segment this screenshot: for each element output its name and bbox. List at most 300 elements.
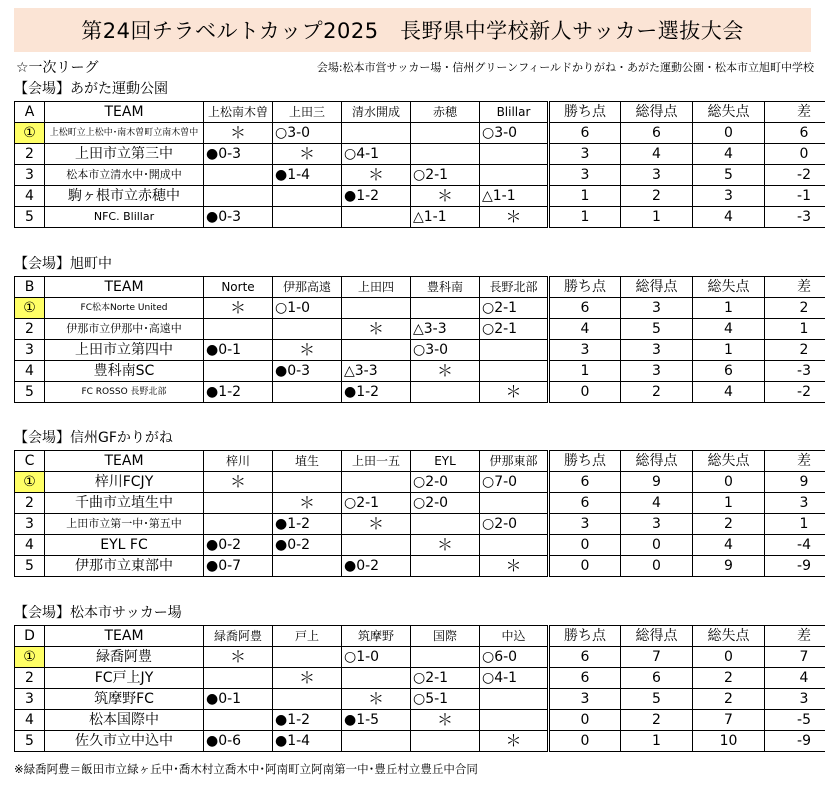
goal-difference-cell: -3 <box>765 207 825 228</box>
rank-cell: 4 <box>15 361 45 382</box>
stat-column-header: 差 <box>765 451 825 472</box>
team-row <box>15 165 825 186</box>
tournament-title-banner <box>14 8 811 52</box>
points-cell: 3 <box>549 689 621 710</box>
team-row <box>15 731 825 752</box>
subheader <box>14 57 814 75</box>
match-result-cell: ●1-2 <box>204 382 273 403</box>
group-letter-header: C <box>15 451 45 472</box>
goal-difference-cell: 7 <box>765 647 825 668</box>
stat-column-header: 総失点 <box>693 102 765 123</box>
goals-against-cell: 10 <box>693 731 765 752</box>
team-name-cell: FC ROSSO 長野北部 <box>45 382 204 403</box>
opponent-column-header: Blillar <box>480 102 549 123</box>
goals-against-cell: 1 <box>693 493 765 514</box>
team-row <box>15 689 825 710</box>
goals-for-cell: 1 <box>621 731 693 752</box>
team-row <box>15 207 825 228</box>
match-result-cell: ●0-1 <box>204 689 273 710</box>
opponent-column-header: 長野北部 <box>480 277 549 298</box>
goal-difference-cell: -2 <box>765 382 825 403</box>
match-result-cell: △1-1 <box>480 186 549 207</box>
match-result-cell <box>411 382 480 403</box>
team-row <box>15 710 825 731</box>
group-letter-header: B <box>15 277 45 298</box>
group-letter-header: A <box>15 102 45 123</box>
points-cell: 1 <box>549 361 621 382</box>
opponent-column-header: 中込 <box>480 626 549 647</box>
venue-heading: 【会場】信州GFかりがね <box>14 430 173 446</box>
team-row <box>15 382 825 403</box>
team-row <box>15 319 825 340</box>
match-result-cell <box>480 165 549 186</box>
rank-cell: 3 <box>15 165 45 186</box>
match-result-cell: ○6-0 <box>480 647 549 668</box>
opponent-column-header: 上田一五 <box>342 451 411 472</box>
rank-cell: 3 <box>15 689 45 710</box>
goal-difference-cell: -9 <box>765 731 825 752</box>
stat-column-header: 総得点 <box>621 626 693 647</box>
goals-against-cell: 4 <box>693 207 765 228</box>
stat-column-header: 総失点 <box>693 626 765 647</box>
goals-for-cell: 6 <box>621 668 693 689</box>
goal-difference-cell: 3 <box>765 493 825 514</box>
group-b-league-table <box>14 276 825 403</box>
goal-difference-cell: -9 <box>765 556 825 577</box>
stat-column-header: 差 <box>765 277 825 298</box>
match-result-cell: ○2-1 <box>480 319 549 340</box>
goal-difference-cell: 4 <box>765 668 825 689</box>
goals-against-cell: 2 <box>693 689 765 710</box>
team-row <box>15 144 825 165</box>
points-cell: 6 <box>549 472 621 493</box>
match-result-cell: ●1-2 <box>273 514 342 535</box>
match-result-cell: ●0-3 <box>204 207 273 228</box>
match-result-cell: ＊ <box>204 472 273 493</box>
goals-for-cell: 4 <box>621 493 693 514</box>
team-row <box>15 647 825 668</box>
goals-against-cell: 4 <box>693 382 765 403</box>
match-result-cell: ●0-3 <box>273 361 342 382</box>
stat-column-header: 総失点 <box>693 277 765 298</box>
stat-column-header: 差 <box>765 102 825 123</box>
goals-for-cell: 9 <box>621 472 693 493</box>
group-c-league-table <box>14 450 825 577</box>
team-name-cell: 松本市立清水中･開成中 <box>45 165 204 186</box>
tournament-title: 第24回チラベルトカップ2025 長野県中学校新人サッカー選抜大会 <box>81 19 744 43</box>
goals-for-cell: 2 <box>621 186 693 207</box>
team-name-cell: 梓川FCJY <box>45 472 204 493</box>
points-cell: 6 <box>549 668 621 689</box>
team-column-header: TEAM <box>45 451 204 472</box>
match-result-cell: ＊ <box>204 123 273 144</box>
points-cell: 0 <box>549 710 621 731</box>
goals-against-cell: 0 <box>693 647 765 668</box>
goals-against-cell: 5 <box>693 165 765 186</box>
points-cell: 1 <box>549 186 621 207</box>
points-cell: 3 <box>549 165 621 186</box>
match-result-cell <box>480 535 549 556</box>
match-result-cell: ●1-2 <box>342 186 411 207</box>
match-result-cell <box>342 535 411 556</box>
points-cell: 6 <box>549 647 621 668</box>
points-cell: 3 <box>549 514 621 535</box>
stat-column-header: 勝ち点 <box>549 277 621 298</box>
match-result-cell <box>411 647 480 668</box>
opponent-column-header: 埴生 <box>273 451 342 472</box>
match-result-cell: ＊ <box>480 382 549 403</box>
points-cell: 0 <box>549 556 621 577</box>
match-result-cell <box>204 493 273 514</box>
team-row <box>15 556 825 577</box>
points-cell: 6 <box>549 123 621 144</box>
match-result-cell <box>273 319 342 340</box>
match-result-cell <box>204 319 273 340</box>
goals-for-cell: 4 <box>621 144 693 165</box>
opponent-column-header: 豊科南 <box>411 277 480 298</box>
team-name-cell: 上田市立第三中 <box>45 144 204 165</box>
match-result-cell: ○1-0 <box>273 298 342 319</box>
goals-for-cell: 3 <box>621 165 693 186</box>
match-result-cell: ●0-2 <box>273 535 342 556</box>
goal-difference-cell: -1 <box>765 186 825 207</box>
header-row <box>15 277 825 298</box>
match-result-cell: ○3-0 <box>411 340 480 361</box>
match-result-cell <box>342 472 411 493</box>
match-result-cell <box>411 298 480 319</box>
goals-for-cell: 2 <box>621 382 693 403</box>
points-cell: 0 <box>549 535 621 556</box>
match-result-cell: ＊ <box>411 361 480 382</box>
match-result-cell <box>273 689 342 710</box>
goals-for-cell: 0 <box>621 556 693 577</box>
team-name-cell: 上田市立第四中 <box>45 340 204 361</box>
team-row <box>15 493 825 514</box>
match-result-cell: ●1-5 <box>342 710 411 731</box>
match-result-cell <box>411 556 480 577</box>
match-result-cell: ●0-7 <box>204 556 273 577</box>
opponent-column-header: 国際 <box>411 626 480 647</box>
points-cell: 3 <box>549 340 621 361</box>
opponent-column-header: 伊那高遠 <box>273 277 342 298</box>
goal-difference-cell: 2 <box>765 340 825 361</box>
match-result-cell: △1-1 <box>411 207 480 228</box>
match-result-cell: ＊ <box>273 340 342 361</box>
points-cell: 0 <box>549 382 621 403</box>
match-result-cell <box>273 472 342 493</box>
match-result-cell: ○2-1 <box>480 298 549 319</box>
team-name-cell: 上田市立第一中･第五中 <box>45 514 204 535</box>
goals-against-cell: 4 <box>693 319 765 340</box>
match-result-cell: ＊ <box>273 668 342 689</box>
match-result-cell: △3-3 <box>411 319 480 340</box>
stat-column-header: 総得点 <box>621 451 693 472</box>
rank-cell: 5 <box>15 731 45 752</box>
goals-against-cell: 4 <box>693 535 765 556</box>
match-result-cell: ＊ <box>342 165 411 186</box>
venues-line: 会場:松本市営サッカー場・信州グリーンフィールドかりがね・あがた運動公園・松本市立旭町中学校 <box>316 61 814 74</box>
goal-difference-cell: -2 <box>765 165 825 186</box>
match-result-cell: ○3-0 <box>273 123 342 144</box>
match-result-cell: ○2-1 <box>411 165 480 186</box>
match-result-cell <box>411 514 480 535</box>
goals-against-cell: 4 <box>693 144 765 165</box>
match-result-cell: ○4-1 <box>480 668 549 689</box>
stat-column-header: 総得点 <box>621 277 693 298</box>
rank-cell: 4 <box>15 710 45 731</box>
match-result-cell: ＊ <box>411 710 480 731</box>
match-result-cell: ●1-4 <box>273 165 342 186</box>
match-result-cell <box>342 731 411 752</box>
match-result-cell: △3-3 <box>342 361 411 382</box>
match-result-cell <box>273 207 342 228</box>
group-letter-header: D <box>15 626 45 647</box>
goals-against-cell: 0 <box>693 472 765 493</box>
team-name-cell: 佐久市立中込中 <box>45 731 204 752</box>
team-row <box>15 123 825 144</box>
stat-column-header: 差 <box>765 626 825 647</box>
match-result-cell <box>411 123 480 144</box>
match-result-cell: ＊ <box>411 535 480 556</box>
match-result-cell: ＊ <box>342 319 411 340</box>
stat-column-header: 総失点 <box>693 451 765 472</box>
match-result-cell <box>480 361 549 382</box>
header-row <box>15 451 825 472</box>
match-result-cell <box>342 668 411 689</box>
match-result-cell: ○3-0 <box>480 123 549 144</box>
goal-difference-cell: 1 <box>765 514 825 535</box>
venue-heading: 【会場】あがた運動公園 <box>14 81 168 97</box>
team-name-cell: FC戸上JY <box>45 668 204 689</box>
team-row <box>15 668 825 689</box>
stat-column-header: 勝ち点 <box>549 451 621 472</box>
match-result-cell <box>480 340 549 361</box>
goals-against-cell: 1 <box>693 340 765 361</box>
opponent-column-header: 緑喬阿豊 <box>204 626 273 647</box>
stat-column-header: 総得点 <box>621 102 693 123</box>
match-result-cell <box>204 361 273 382</box>
rank-cell: 3 <box>15 514 45 535</box>
match-result-cell <box>342 207 411 228</box>
rank-cell: 3 <box>15 340 45 361</box>
opponent-column-header: 上松南木曽 <box>204 102 273 123</box>
team-column-header: TEAM <box>45 626 204 647</box>
goals-against-cell: 2 <box>693 668 765 689</box>
match-result-cell: ○5-1 <box>411 689 480 710</box>
rank-cell: ① <box>15 472 45 493</box>
footnote: ※緑喬阿豊＝飯田市立緑ヶ丘中･喬木村立喬木中･阿南町立阿南第一中･豊丘村立豊丘中合同 <box>14 762 478 776</box>
goal-difference-cell: 9 <box>765 472 825 493</box>
match-result-cell: ＊ <box>204 647 273 668</box>
match-result-cell: ●0-2 <box>204 535 273 556</box>
match-result-cell <box>273 186 342 207</box>
match-result-cell <box>273 647 342 668</box>
points-cell: 6 <box>549 298 621 319</box>
rank-cell: ① <box>15 298 45 319</box>
team-row <box>15 186 825 207</box>
match-result-cell: ＊ <box>480 556 549 577</box>
goal-difference-cell: -4 <box>765 535 825 556</box>
opponent-column-header: 上田四 <box>342 277 411 298</box>
goals-against-cell: 3 <box>693 186 765 207</box>
goal-difference-cell: 1 <box>765 319 825 340</box>
match-result-cell <box>342 123 411 144</box>
points-cell: 0 <box>549 731 621 752</box>
goals-against-cell: 2 <box>693 514 765 535</box>
match-result-cell <box>411 144 480 165</box>
match-result-cell <box>204 186 273 207</box>
rank-cell: 5 <box>15 556 45 577</box>
league-label: ☆一次リーグ <box>16 60 99 76</box>
goals-for-cell: 0 <box>621 535 693 556</box>
rank-cell: 2 <box>15 668 45 689</box>
rank-cell: 4 <box>15 186 45 207</box>
header-row <box>15 102 825 123</box>
match-result-cell: ○7-0 <box>480 472 549 493</box>
opponent-column-header: 清水開成 <box>342 102 411 123</box>
team-name-cell: 伊那市立東部中 <box>45 556 204 577</box>
goal-difference-cell: 3 <box>765 689 825 710</box>
match-result-cell: ○4-1 <box>342 144 411 165</box>
match-result-cell <box>342 340 411 361</box>
team-row <box>15 514 825 535</box>
goals-for-cell: 3 <box>621 298 693 319</box>
goals-for-cell: 1 <box>621 207 693 228</box>
rank-cell: 5 <box>15 382 45 403</box>
points-cell: 1 <box>549 207 621 228</box>
team-row <box>15 298 825 319</box>
goals-against-cell: 6 <box>693 361 765 382</box>
rank-cell: ① <box>15 123 45 144</box>
group-d-league-table <box>14 625 825 752</box>
group-a-league-table <box>14 101 825 228</box>
goals-for-cell: 7 <box>621 647 693 668</box>
rank-cell: 2 <box>15 493 45 514</box>
team-row <box>15 535 825 556</box>
goals-against-cell: 1 <box>693 298 765 319</box>
match-result-cell: ＊ <box>480 207 549 228</box>
rank-cell: 2 <box>15 144 45 165</box>
goal-difference-cell: -3 <box>765 361 825 382</box>
stat-column-header: 勝ち点 <box>549 102 621 123</box>
opponent-column-header: 赤穂 <box>411 102 480 123</box>
match-result-cell <box>273 556 342 577</box>
opponent-column-header: 伊那東部 <box>480 451 549 472</box>
rank-cell: 4 <box>15 535 45 556</box>
rank-cell: 2 <box>15 319 45 340</box>
goals-for-cell: 5 <box>621 689 693 710</box>
match-result-cell: ○2-0 <box>411 493 480 514</box>
points-cell: 3 <box>549 144 621 165</box>
opponent-column-header: Norte <box>204 277 273 298</box>
opponent-column-header: 筑摩野 <box>342 626 411 647</box>
match-result-cell: ●0-3 <box>204 144 273 165</box>
opponent-column-header: 梓川 <box>204 451 273 472</box>
team-name-cell: 松本国際中 <box>45 710 204 731</box>
match-result-cell: ○2-1 <box>342 493 411 514</box>
match-result-cell <box>273 382 342 403</box>
match-result-cell <box>480 710 549 731</box>
points-cell: 6 <box>549 493 621 514</box>
team-name-cell: 駒ヶ根市立赤穂中 <box>45 186 204 207</box>
points-cell: 4 <box>549 319 621 340</box>
match-result-cell: ●1-4 <box>273 731 342 752</box>
match-result-cell: ＊ <box>480 731 549 752</box>
team-name-cell: 千曲市立埴生中 <box>45 493 204 514</box>
goal-difference-cell: 2 <box>765 298 825 319</box>
goals-against-cell: 7 <box>693 710 765 731</box>
match-result-cell: ＊ <box>411 186 480 207</box>
match-result-cell: ＊ <box>342 689 411 710</box>
goal-difference-cell: 0 <box>765 144 825 165</box>
team-name-cell: NFC. Blillar <box>45 207 204 228</box>
goal-difference-cell: 6 <box>765 123 825 144</box>
team-name-cell: 豊科南SC <box>45 361 204 382</box>
match-result-cell: ●0-6 <box>204 731 273 752</box>
venue-heading: 【会場】松本市サッカー場 <box>14 605 182 621</box>
goals-for-cell: 5 <box>621 319 693 340</box>
match-result-cell: ＊ <box>273 144 342 165</box>
goals-for-cell: 6 <box>621 123 693 144</box>
match-result-cell <box>411 731 480 752</box>
match-result-cell: ○2-0 <box>411 472 480 493</box>
match-result-cell: ●0-2 <box>342 556 411 577</box>
header-row <box>15 626 825 647</box>
rank-cell: 5 <box>15 207 45 228</box>
match-result-cell: ○2-0 <box>480 514 549 535</box>
team-name-cell: 筑摩野FC <box>45 689 204 710</box>
goals-against-cell: 9 <box>693 556 765 577</box>
goals-for-cell: 3 <box>621 361 693 382</box>
team-name-cell: FC松本Norte United <box>45 298 204 319</box>
team-name-cell: EYL FC <box>45 535 204 556</box>
match-result-cell: ＊ <box>273 493 342 514</box>
match-result-cell: ＊ <box>342 514 411 535</box>
team-row <box>15 361 825 382</box>
team-name-cell: 緑喬阿豊 <box>45 647 204 668</box>
match-result-cell <box>342 298 411 319</box>
goal-difference-cell: -5 <box>765 710 825 731</box>
match-result-cell <box>204 165 273 186</box>
team-column-header: TEAM <box>45 277 204 298</box>
match-result-cell: ●1-2 <box>273 710 342 731</box>
goals-for-cell: 3 <box>621 340 693 361</box>
match-result-cell: ○2-1 <box>411 668 480 689</box>
venue-heading: 【会場】旭町中 <box>14 256 112 272</box>
match-result-cell <box>480 493 549 514</box>
stat-column-header: 勝ち点 <box>549 626 621 647</box>
match-result-cell: ○1-0 <box>342 647 411 668</box>
match-result-cell <box>480 144 549 165</box>
team-row <box>15 340 825 361</box>
match-result-cell: ●0-1 <box>204 340 273 361</box>
match-result-cell <box>480 689 549 710</box>
opponent-column-header: 上田三 <box>273 102 342 123</box>
team-name-cell: 上松町立上松中･南木曽町立南木曽中 <box>45 123 204 144</box>
team-row <box>15 472 825 493</box>
goals-for-cell: 2 <box>621 710 693 731</box>
match-result-cell <box>204 668 273 689</box>
goals-for-cell: 3 <box>621 514 693 535</box>
team-column-header: TEAM <box>45 102 204 123</box>
team-name-cell: 伊那市立伊那中･高遠中 <box>45 319 204 340</box>
match-result-cell <box>204 514 273 535</box>
goals-against-cell: 0 <box>693 123 765 144</box>
match-result-cell: ＊ <box>204 298 273 319</box>
opponent-column-header: 戸上 <box>273 626 342 647</box>
match-result-cell <box>204 710 273 731</box>
match-result-cell: ●1-2 <box>342 382 411 403</box>
